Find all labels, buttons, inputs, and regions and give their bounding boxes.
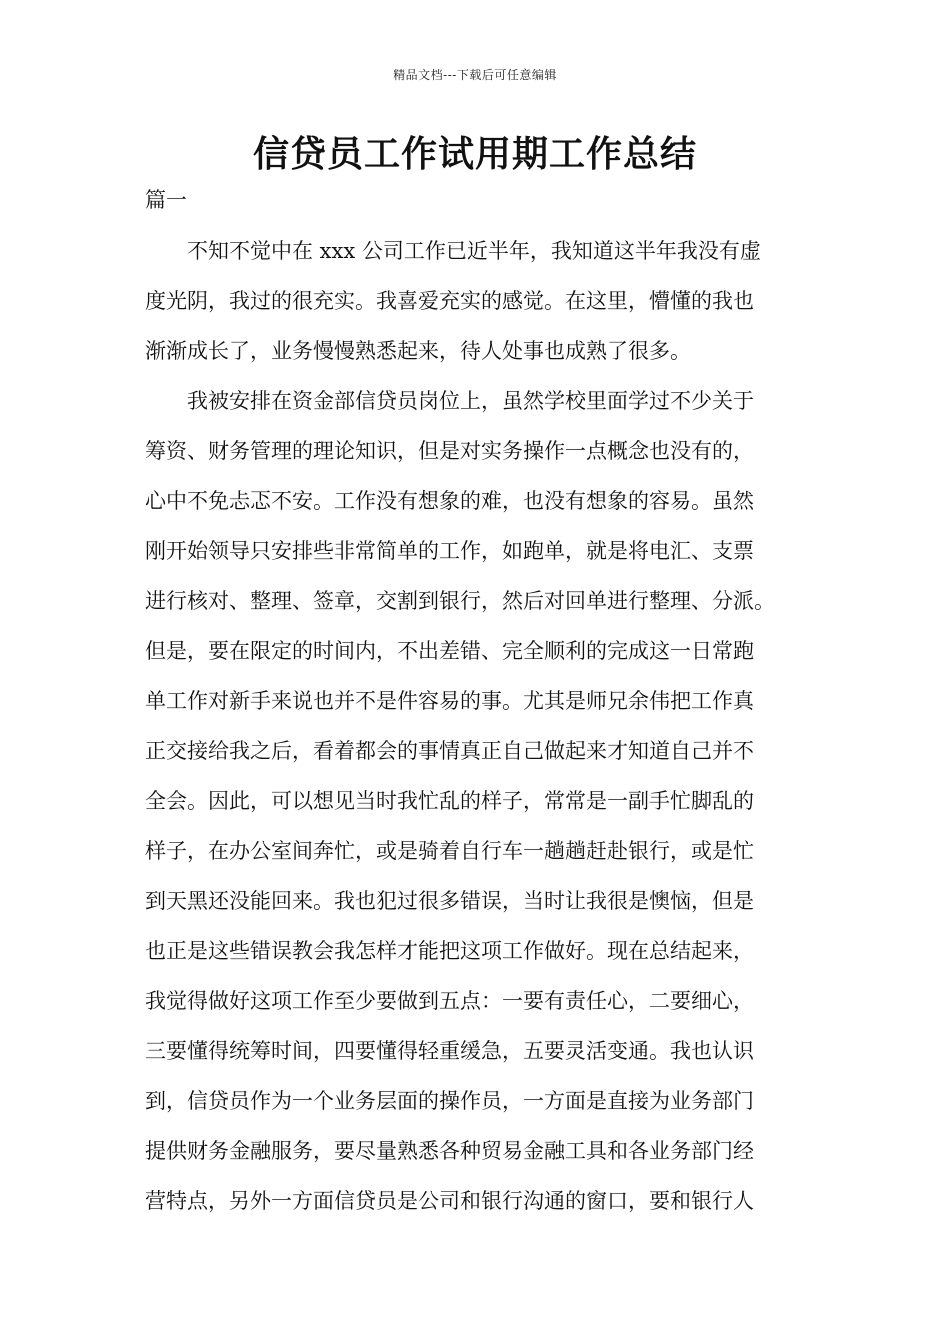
- body-line: 也正是这些错误教会我怎样才能把这项工作做好。现在总结起来，: [145, 939, 754, 963]
- body-line: 度光阴，我过的很充实。我喜爱充实的感觉。在这里，懵懂的我也: [145, 289, 754, 313]
- body-line: 全会。因此，可以想见当时我忙乱的样子，常常是一副手忙脚乱的: [145, 789, 754, 813]
- body-line: 到，信贷员作为一个业务层面的操作员，一方面是直接为业务部门: [145, 1089, 754, 1113]
- document-title: 信贷员工作试用期工作总结: [252, 134, 697, 175]
- body-line: 渐渐成长了，业务慢慢熟悉起来，待人处事也成熟了很多。: [145, 339, 691, 363]
- body-line: 刚开始领导只安排些非常简单的工作，如跑单，就是将电汇、支票: [145, 539, 754, 563]
- body-line: 单工作对新手来说也并不是件容易的事。尤其是师兄余伟把工作真: [145, 689, 754, 713]
- body-line: 正交接给我之后，看着都会的事情真正自己做起来才知道自己并不: [145, 739, 754, 763]
- body-line: 心中不免忐忑不安。工作没有想象的难，也没有想象的容易。虽然: [145, 489, 754, 513]
- body-line: 但是，要在限定的时间内，不出差错、完全顺利的完成这一日常跑: [145, 639, 754, 663]
- body-line: 到天黑还没能回来。我也犯过很多错误，当时让我很是懊恼，但是: [145, 889, 754, 913]
- section-label: 篇一: [145, 188, 187, 212]
- body-line: 我觉得做好这项工作至少要做到五点：一要有责任心，二要细心，: [145, 989, 754, 1013]
- body-line: 我被安排在资金部信贷员岗位上，虽然学校里面学过不少关于: [145, 389, 754, 413]
- body-line: 筹资、财务管理的理论知识，但是对实务操作一点概念也没有的，: [145, 439, 754, 463]
- header-note: 精品文档---下载后可任意编辑: [393, 68, 557, 82]
- body-line: 营特点，另外一方面信贷员是公司和银行沟通的窗口，要和银行人: [145, 1189, 754, 1213]
- body-line: 提供财务金融服务，要尽量熟悉各种贸易金融工具和各业务部门经: [145, 1139, 754, 1163]
- body-line: 样子，在办公室间奔忙，或是骑着自行车一趟趟赶赴银行，或是忙: [145, 839, 754, 863]
- body-line: 不知不觉中在 xxx 公司工作已近半年，我知道这半年我没有虚: [145, 239, 761, 263]
- body-line: 三要懂得统筹时间，四要懂得轻重缓急，五要灵活变通。我也认识: [145, 1039, 754, 1063]
- body-line: 进行核对、整理、签章，交割到银行，然后对回单进行整理、分派。: [145, 589, 775, 613]
